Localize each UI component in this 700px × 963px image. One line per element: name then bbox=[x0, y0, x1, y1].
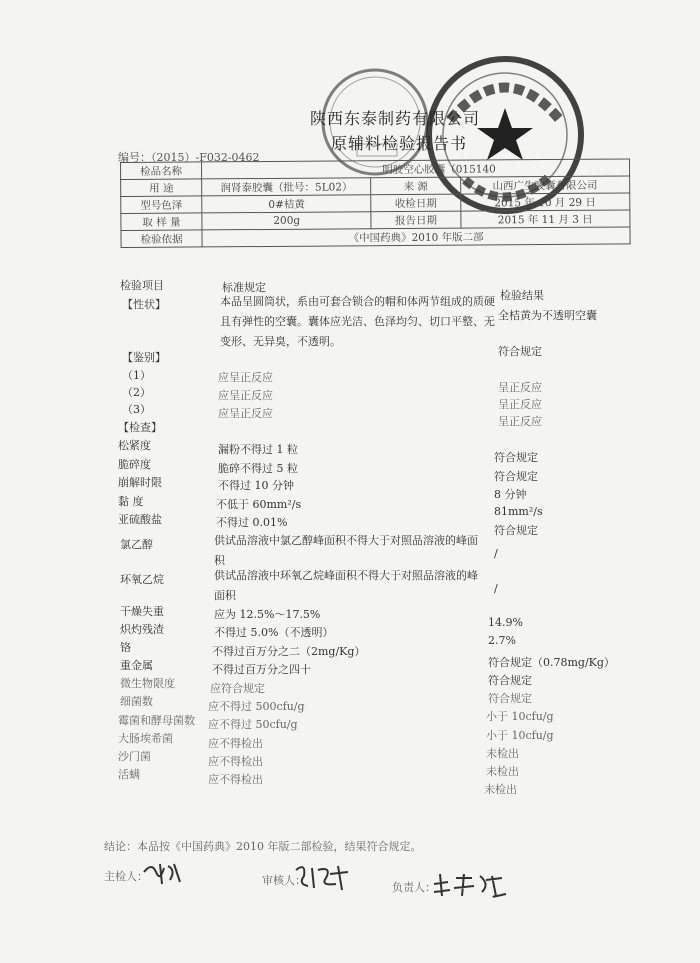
qty-label: 取 样 量 bbox=[121, 213, 202, 231]
row-standard: 不得过 5.0%（不透明） bbox=[214, 626, 334, 639]
row-item: 黏 度 bbox=[118, 495, 144, 508]
row-result: / bbox=[494, 547, 498, 560]
row-standard: 应呈正反应 bbox=[218, 407, 273, 420]
info-table bbox=[120, 158, 631, 248]
row-standard: 应不得检出 bbox=[208, 773, 263, 786]
row-item: 重金属 bbox=[120, 659, 153, 672]
row-item: 铬 bbox=[120, 641, 131, 654]
row-result: 全桔黄为不透明空囊 bbox=[498, 309, 597, 322]
row-item: 【性状】 bbox=[122, 298, 166, 311]
row-standard: 应符合规定 bbox=[210, 682, 265, 695]
inspector-signature bbox=[140, 858, 186, 888]
responsible-signature bbox=[430, 870, 510, 902]
row-standard: 不得过 10 分钟 bbox=[218, 479, 294, 492]
row-item: 崩解时限 bbox=[118, 476, 162, 489]
row-standard: 供试品溶液中氯乙醇峰面积不得大于对照品溶液的峰面积 bbox=[214, 534, 478, 567]
spec-value: 0#桔黄 bbox=[202, 195, 371, 213]
conclusion: 结论：本品按《中国药典》2010 年版二部检验，结果符合规定。 bbox=[104, 840, 422, 853]
row-standard: 应呈正反应 bbox=[218, 371, 273, 384]
row-result: 符合规定（0.78mg/Kg） bbox=[488, 656, 615, 669]
row-standard: 脆碎不得过 5 粒 bbox=[218, 462, 298, 475]
responsible-label: 负责人： bbox=[392, 881, 436, 894]
row-result: 未检出 bbox=[486, 747, 519, 760]
row-result: 符合规定 bbox=[494, 470, 538, 483]
reviewer-label: 审核人： bbox=[262, 874, 306, 887]
row-item: 【鉴别】 bbox=[122, 351, 166, 364]
row-standard: 应呈正反应 bbox=[218, 389, 273, 402]
row-result: 呈正反应 bbox=[498, 415, 542, 428]
row-result: 符合规定 bbox=[494, 451, 538, 464]
report-date-label: 报告日期 bbox=[371, 211, 460, 229]
reviewer-signature bbox=[292, 860, 352, 894]
row-result: 符合规定 bbox=[488, 692, 532, 705]
row-result: 小于 10cfu/g bbox=[486, 729, 554, 742]
basis-value: 《中国药典》2010 年版二部 bbox=[202, 227, 630, 247]
source-value: 山西广生胶囊有限公司 bbox=[460, 176, 629, 194]
row-item: 脆碎度 bbox=[118, 458, 151, 471]
sample-name-label: 检品名称 bbox=[121, 162, 202, 180]
row-standard: 应为 12.5%～17.5% bbox=[214, 608, 321, 621]
inspector-label: 主检人： bbox=[104, 870, 148, 883]
row-standard: 不得过 0.01% bbox=[216, 516, 288, 529]
row-standard: 应不得检出 bbox=[208, 737, 263, 750]
row-item: 【检查】 bbox=[118, 421, 162, 434]
purpose-value: 润肾泰胶囊（批号：5L02） bbox=[202, 178, 371, 196]
row-standard: 不得过百万分之四十 bbox=[212, 663, 311, 676]
report-date-value: 2015 年 11 月 3 日 bbox=[461, 210, 630, 228]
row-standard: 漏粉不得过 1 粒 bbox=[218, 443, 298, 456]
row-result: 8 分钟 bbox=[494, 488, 527, 501]
row-item: 微生物限度 bbox=[120, 677, 175, 690]
recv-date-value: 2015 年 10 月 29 日 bbox=[460, 193, 629, 211]
company-title: 陕西东泰制药有限公司 bbox=[310, 109, 481, 128]
sample-name-value: 明胶空心胶囊（015140 bbox=[202, 159, 630, 179]
row-result: 符合规定 bbox=[488, 674, 532, 687]
row-item: 大肠埃希菌 bbox=[118, 732, 173, 745]
row-result: 未检出 bbox=[486, 765, 519, 778]
row-result: 14.9% bbox=[488, 616, 523, 629]
row-item: 环氧乙烷 bbox=[120, 573, 164, 586]
purpose-label: 用 途 bbox=[121, 179, 202, 197]
row-standard: 本品呈圆筒状，系由可套合锁合的帽和体两节组成的质硬且有弹性的空囊。囊体应光洁、色泽均匀、切口平整、无变形、无异臭，不透明。 bbox=[220, 295, 495, 348]
row-standard: 不低于 60mm²/s bbox=[216, 498, 302, 511]
row-result: 呈正反应 bbox=[498, 381, 542, 394]
row-result: 符合规定 bbox=[498, 345, 542, 358]
col-result-header: 检验结果 bbox=[500, 289, 544, 302]
row-item: 细菌数 bbox=[120, 695, 153, 708]
source-label: 来 源 bbox=[371, 177, 460, 195]
row-item: 亚硫酸盐 bbox=[118, 513, 162, 526]
row-standard: 不得过百万分之二（2mg/Kg） bbox=[212, 645, 366, 658]
row-item: 炽灼残渣 bbox=[120, 623, 164, 636]
col-standard-header: 标准规定 bbox=[222, 281, 266, 294]
row-standard: 供试品溶液中环氧乙烷峰面积不得大于对照品溶液的峰面积 bbox=[214, 569, 478, 602]
qty-value: 200g bbox=[202, 212, 371, 230]
doc-number: 编号：（2015）-F032-0462 bbox=[118, 151, 260, 164]
recv-date-label: 收检日期 bbox=[371, 194, 460, 212]
row-result: 符合规定 bbox=[494, 524, 538, 537]
row-item: 霉菌和酵母菌数 bbox=[118, 714, 195, 727]
row-standard: 应不得过 500cfu/g bbox=[208, 700, 305, 713]
basis-label: 检验依据 bbox=[121, 230, 202, 248]
row-item: （3） bbox=[122, 403, 151, 416]
row-item: 活螨 bbox=[118, 768, 140, 781]
row-item: （1） bbox=[122, 369, 151, 382]
col-item-header: 检验项目 bbox=[120, 279, 164, 292]
row-result: 呈正反应 bbox=[498, 398, 542, 411]
row-result: 81mm²/s bbox=[494, 505, 543, 518]
row-item: 氯乙醇 bbox=[120, 538, 153, 551]
row-standard: 应不得过 50cfu/g bbox=[208, 718, 298, 731]
row-item: 沙门菌 bbox=[118, 750, 151, 763]
row-item: 干燥失重 bbox=[120, 605, 164, 618]
row-result: 小于 10cfu/g bbox=[486, 710, 554, 723]
row-item: 松紧度 bbox=[118, 439, 151, 452]
report-title: 原辅料检验报告书 bbox=[331, 134, 468, 153]
row-standard: 应不得检出 bbox=[208, 755, 263, 768]
row-result: 未检出 bbox=[484, 783, 517, 796]
spec-label: 型号色泽 bbox=[121, 196, 202, 214]
row-result: 2.7% bbox=[488, 634, 516, 647]
row-result: / bbox=[494, 582, 498, 595]
row-item: （2） bbox=[122, 386, 151, 399]
